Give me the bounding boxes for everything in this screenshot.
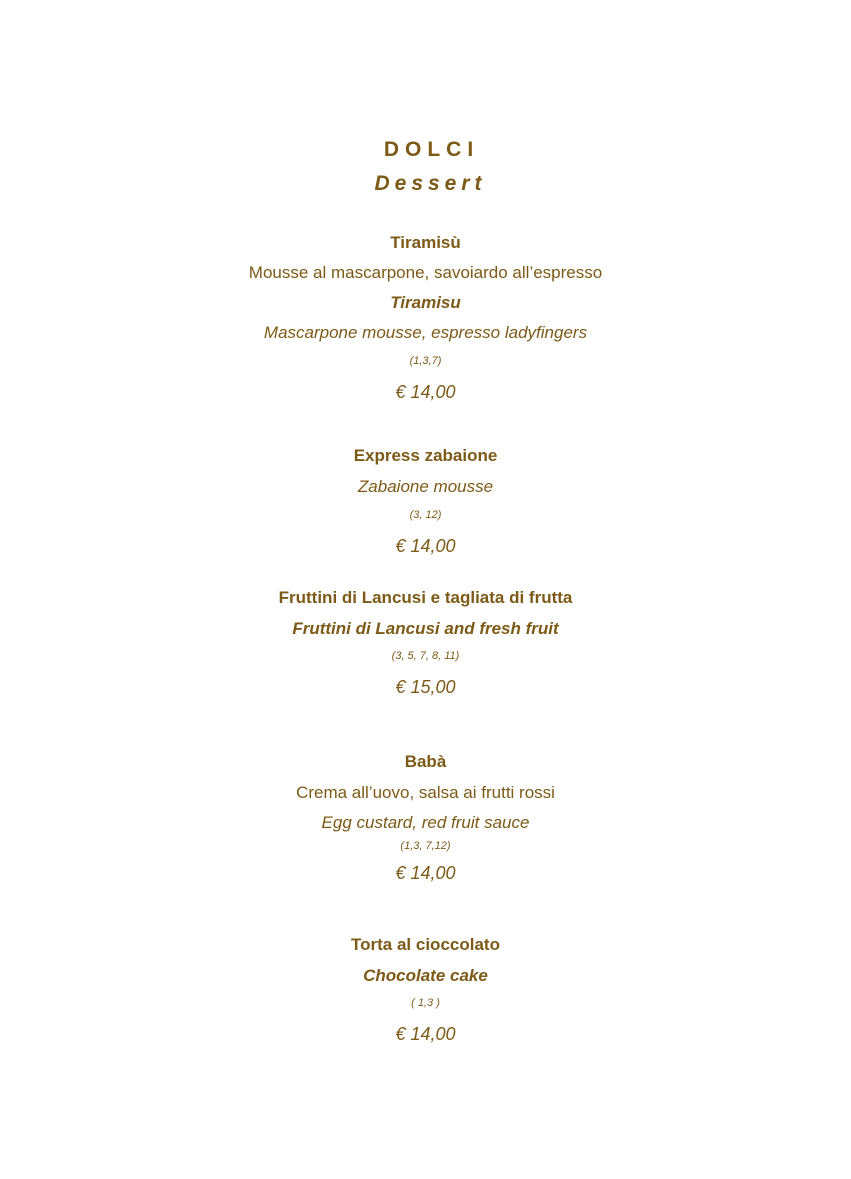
dish-allergens: ( 1,3 )	[411, 997, 440, 1009]
dish-allergens: (3, 5, 7, 8, 11)	[391, 650, 460, 662]
dish-description-english: Mascarpone mousse, espresso ladyfingers	[263, 323, 588, 342]
dish-price: € 14,00	[395, 863, 456, 883]
dish-price: € 14,00	[395, 1024, 456, 1044]
dish-allergens: (1,3,7)	[409, 355, 442, 367]
dish-price: € 14,00	[395, 536, 456, 556]
dish-name-english: Tiramisu	[390, 293, 461, 312]
dish-name-english: Fruttini di Lancusi and fresh fruit	[292, 619, 559, 638]
dish-price: € 14,00	[395, 382, 456, 402]
menu-subtitle: Dessert	[374, 172, 487, 195]
dish-description: Mousse al mascarpone, savoiardo all’espresso	[248, 263, 603, 282]
menu-title: DOLCI	[383, 138, 480, 161]
dish-description-english: Egg custard, red fruit sauce	[321, 813, 530, 832]
dish-allergens: (3, 12)	[409, 509, 442, 521]
dish-name: Fruttini di Lancusi e tagliata di frutta	[278, 588, 573, 607]
dish-name: Babà	[404, 752, 447, 771]
dish-name: Torta al cioccolato	[351, 935, 500, 954]
dish-allergens: (1,3, 7,12)	[400, 840, 451, 852]
dish-name-english: Chocolate cake	[363, 966, 488, 985]
dish-description: Crema all’uovo, salsa ai frutti rossi	[296, 783, 555, 802]
dish-description-english: Zabaione mousse	[357, 477, 494, 496]
dish-name: Tiramisù	[390, 233, 461, 252]
dish-name: Express zabaione	[353, 446, 498, 465]
dish-price: € 15,00	[395, 677, 456, 697]
